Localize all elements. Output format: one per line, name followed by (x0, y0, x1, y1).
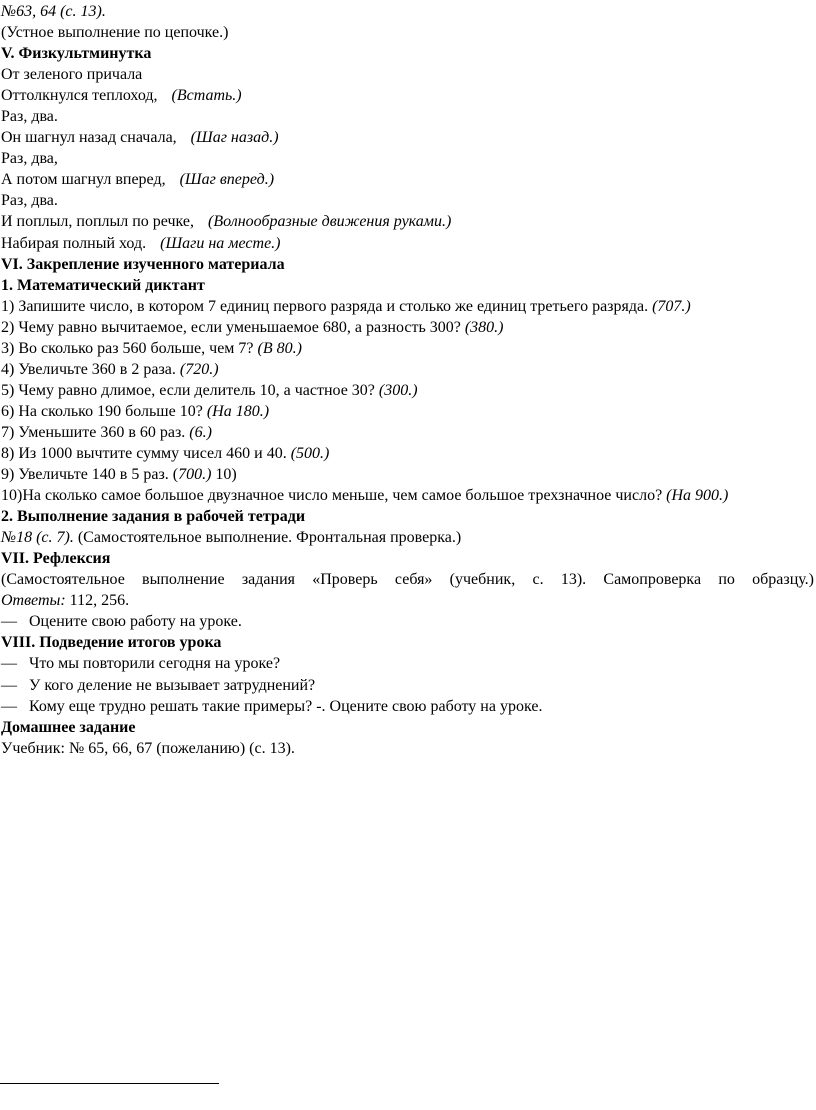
poem-line: От зеленого причала (1, 66, 143, 84)
dictation-answer: (380.) (464, 318, 504, 336)
dictation-answer: 700.) (178, 466, 212, 484)
dictation-answer: (707.) (652, 297, 691, 315)
dictation-item (1, 296, 814, 317)
dash-item-text: Кому еще трудно решать такие примеры? -. Оцените свою работу на уроке. (29, 697, 543, 715)
poem-line (1, 211, 814, 232)
poem-stage-note: (Встать.) (171, 87, 242, 105)
dash-item-text: У кого деление не вызывает затруднений? (29, 676, 316, 694)
dash-item-text: Что мы повторили сегодня на уроке? (29, 655, 281, 673)
dictation-item (1, 338, 814, 359)
subsection-heading-dictation: 1. Математический диктант (1, 276, 205, 294)
section-heading-exercise-break: V. Физкультминутка (1, 45, 152, 63)
answers-line (1, 590, 814, 611)
poem-line: Раз, два. (1, 108, 58, 126)
reflection-instruction: (Самостоятельное выполнение задания «Проверь себя» (учебник, с. 13). Самопроверка по образцу.) (1, 571, 814, 589)
dictation-item (1, 380, 814, 401)
dash-marker: — (1, 655, 17, 673)
poem-line (1, 233, 814, 254)
poem-text: Набирая полный ход. (1, 234, 147, 252)
answers-values: 112, 256. (65, 592, 130, 610)
dictation-question: 9) Увеличьте 140 в 5 раз. ( (1, 466, 179, 484)
dictation-item (1, 401, 814, 422)
dictation-answer: (6.) (189, 423, 212, 441)
dash-marker: — (1, 613, 17, 631)
dictation-question: 2) Чему равно вычитаемое, если уменьшаемое 680, а разность 300? (1, 318, 461, 336)
homework-text: Учебник: № 65, 66, 67 (пожеланию) (с. 13). (1, 739, 295, 757)
dictation-item (1, 422, 814, 443)
dictation-trailing-text: 10) (211, 466, 237, 484)
dictation-item (1, 359, 814, 380)
footnote-separator (0, 1083, 219, 1084)
subsection-heading-workbook: 2. Выполнение задания в рабочей тетради (1, 508, 306, 526)
dash-item (1, 696, 814, 717)
dictation-question: 3) Во сколько раз 560 больше, чем 7? (1, 339, 254, 357)
dictation-question: 8) Из 1000 вычтите сумму чисел 460 и 40. (1, 444, 287, 462)
dictation-answer: (300.) (378, 381, 418, 399)
poem-line: Раз, два. (1, 192, 58, 210)
dictation-item (1, 464, 814, 485)
poem-line: Раз, два, (1, 150, 58, 168)
poem-text: А потом шагнул вперед, (1, 171, 166, 189)
document-body (1, 1, 814, 759)
dash-item-text: Оцените свою работу на уроке. (29, 613, 242, 631)
dash-marker: — (1, 697, 17, 715)
poem-stage-note: (Шаг назад.) (190, 129, 279, 147)
poem-stage-note: (Шаги на месте.) (160, 234, 281, 252)
poem-stage-note: (Волнообразные движения руками.) (208, 213, 452, 231)
poem-stage-note: (Шаг вперед.) (179, 171, 275, 189)
dictation-item (1, 485, 814, 506)
dictation-question: 7) Уменьшите 360 в 60 раз. (1, 423, 186, 441)
answers-label: Ответы: (1, 592, 66, 610)
dictation-answer: (В 80.) (257, 339, 302, 357)
poem-text: Он шагнул назад сначала, (1, 129, 177, 147)
dictation-question: 6) На сколько 190 больше 10? (1, 402, 203, 420)
task-reference: №63, 64 (с. 13). (1, 3, 106, 20)
dictation-item (1, 443, 814, 464)
dictation-answer: (На 900.) (666, 487, 729, 505)
poem-line (1, 169, 814, 190)
poem-line (1, 85, 814, 106)
dash-item (1, 675, 814, 696)
dash-item (1, 611, 814, 632)
section-heading-reflection: VII. Рефлексия (1, 550, 111, 568)
section-heading-consolidation: VI. Закрепление изученного материала (1, 255, 285, 273)
section-heading-homework: Домашнее задание (1, 718, 136, 736)
dash-marker: — (1, 676, 17, 694)
dictation-question: 4) Увеличьте 360 в 2 раза. (1, 360, 176, 378)
dictation-answer: (720.) (179, 360, 219, 378)
dictation-answer: (На 180.) (206, 402, 270, 420)
workbook-task (1, 527, 814, 548)
poem-line (1, 127, 814, 148)
dictation-question: 1) Запишите число, в котором 7 единиц первого разряда и столько же единиц третьего разряда. (1, 297, 649, 315)
dictation-question: 5) Чему равно длимое, если делитель 10, а частное 30? (1, 381, 375, 399)
dictation-question: 10)На сколько самое большое двузначное число меньше, чем самое большое трехзначное число? (1, 487, 663, 505)
dash-item (1, 653, 814, 674)
poem-text: И поплыл, поплыл по речке, (1, 213, 195, 231)
section-heading-summary: VIII. Подведение итогов урока (1, 634, 222, 652)
dictation-answer: (500.) (290, 444, 330, 462)
workbook-task-text: (Самостоятельное выполнение. Фронтальная проверка.) (73, 529, 462, 547)
dictation-item (1, 317, 814, 338)
workbook-task-reference: №18 (с. 7). (1, 529, 74, 547)
poem-text: Оттолкнулся теплоход, (1, 87, 158, 105)
task-instruction: (Устное выполнение по цепочке.) (1, 24, 229, 42)
